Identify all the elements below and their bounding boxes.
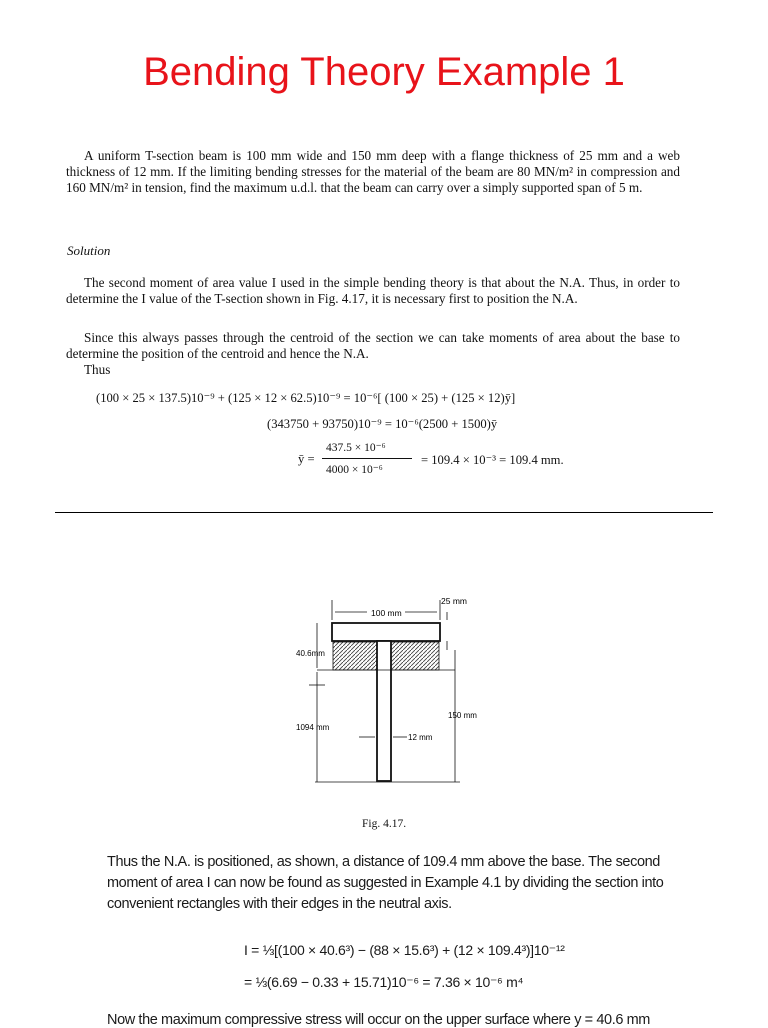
t-section-figure — [295, 590, 495, 830]
fraction-denominator: 4000 × 10⁻⁶ — [326, 464, 383, 476]
cut-off-line: Now the maximum compressive stress will occur on the upper surface where y = 40.6 mm — [107, 1012, 650, 1028]
equation-ybar-result: = 109.4 × 10⁻³ = 109.4 mm. — [421, 453, 564, 467]
solution-paragraph-1: The second moment of area value I used in the simple bending theory is that about the N.A. Thus, in order to determine the I value of the T-section shown in Fig. 4.17, it is necessary first to position the N.A. — [66, 275, 680, 306]
solution-paragraph-2: Since this always passes through the centroid of the section we can take moments of area about the base to determine the position of the centroid and hence the N.A. — [66, 330, 680, 361]
label-depth: 150 mm — [448, 711, 477, 720]
equation-moments: (100 × 25 × 137.5)10⁻⁹ + (125 × 12 × 62.5)10⁻⁹ = 10⁻⁶[ (100 × 25) + (125 × 12)ȳ] — [96, 391, 516, 405]
label-flange: 25 mm — [441, 596, 467, 606]
thus-label: Thus — [84, 362, 111, 377]
label-bottom: 1094 mm — [296, 723, 330, 732]
second-moment-result: = ⅓(6.69 − 0.33 + 15.71)10⁻⁶ = 7.36 × 10⁻⁶ m⁴ — [244, 974, 524, 990]
label-web: 12 mm — [408, 733, 433, 742]
second-moment-equation: I = ⅓[(100 × 40.6³) − (88 × 15.6³) + (12 × 109.4³)]10⁻¹² — [244, 942, 565, 958]
slide-title: Bending Theory Example 1 — [143, 50, 625, 94]
problem-statement: A uniform T-section beam is 100 mm wide and 150 mm deep with a flange thickness of 25 mm and a web thickness of 12 mm. If the limiting bending stresses for the material of the beam are 80 MN/m² in compression and 160 MN/m² in tension, find the maximum u.d.l. that the beam can carry over a simply supported span of 5 m. — [66, 148, 680, 195]
continuation-paragraph: Thus the N.A. is positioned, as shown, a distance of 109.4 mm above the base. The second moment of area I can now be found as suggested in Example 4.1 by dividing the section into convenient rectangles with their edges in the neutral axis. — [107, 854, 664, 912]
fraction-bar — [322, 458, 412, 459]
label-width: 100 mm — [371, 608, 402, 618]
equation-ybar-lhs: ȳ = — [298, 452, 315, 466]
divider-rule — [55, 512, 713, 513]
figure-caption: Fig. 4.17. — [362, 818, 407, 830]
label-top: 40.6mm — [296, 649, 325, 658]
solution-heading: Solution — [67, 243, 111, 258]
equation-simplified: (343750 + 93750)10⁻⁹ = 10⁻⁶(2500 + 1500)ȳ — [267, 417, 498, 431]
fraction-numerator: 437.5 × 10⁻⁶ — [326, 442, 386, 454]
